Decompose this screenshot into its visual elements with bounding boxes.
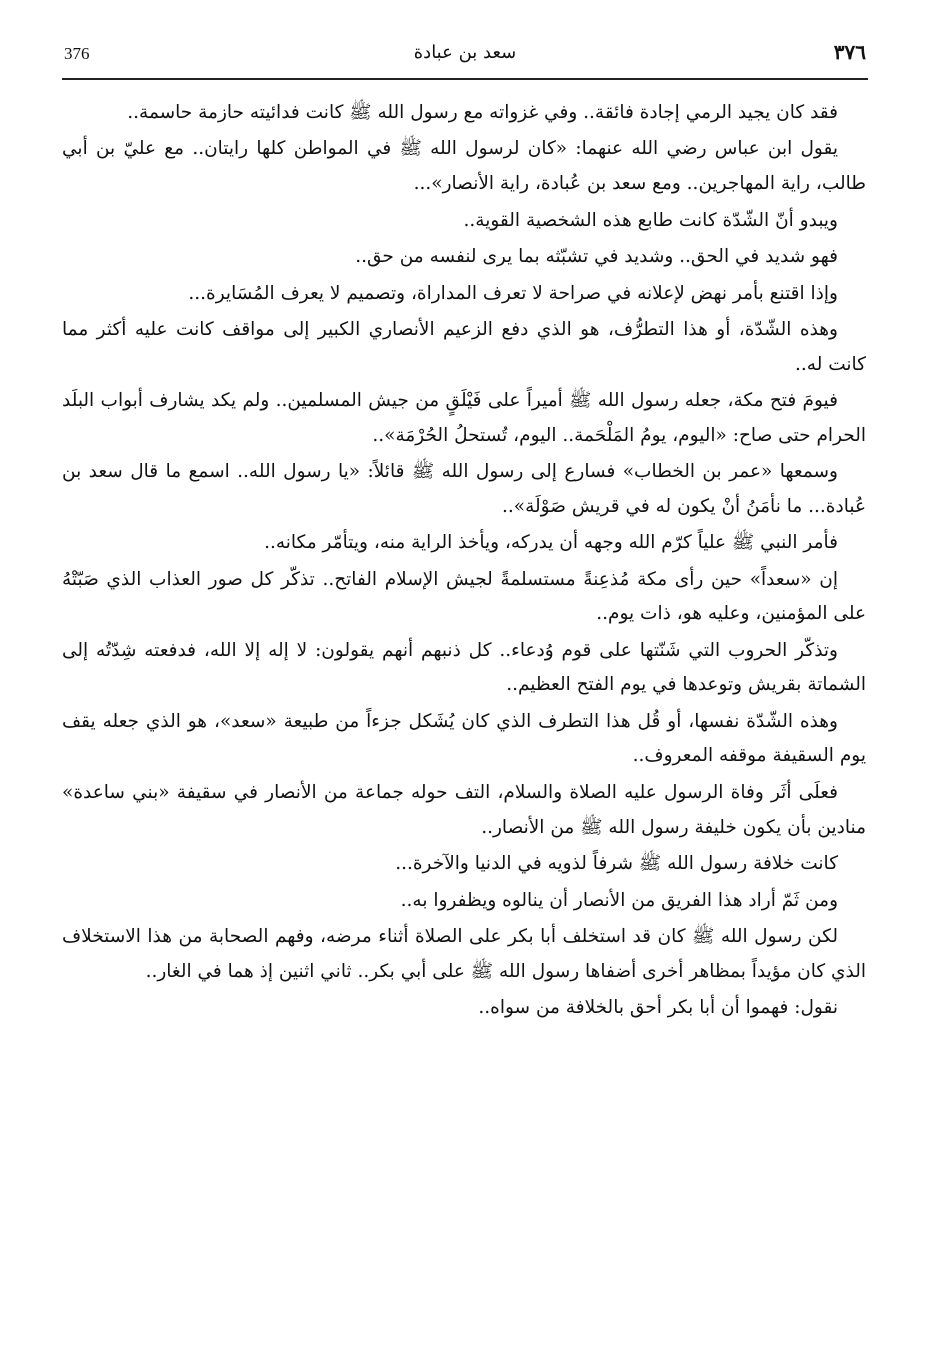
paragraph: كانت خلافة رسول الله ﷺ شرفاً لذويه في الدنيا والآخرة... (395, 853, 838, 875)
paragraph: فعلَى أثَر وفاة الرسول عليه الصلاة والسلام، التف حوله جماعة من الأنصار في سقيفة «بني ساعدة» منادين بأن يكون خليفة رسول الله ﷺ من الأنصار.. (62, 781, 866, 838)
paragraph: فيومَ فتح مكة، جعله رسول الله ﷺ أميراً على فَيْلَقٍ من جيش المسلمين.. ولم يكد يشارف أبواب البلَد الحرام حتى صاح: «اليوم، يومُ المَلْحَمة.. اليوم، تُستحلُ الحُرْمَة».. (62, 390, 866, 446)
running-title: سعد بن عبادة (413, 42, 517, 63)
paragraph: ويبدو أنّ الشّدّة كانت طابع هذه الشخصية القوية.. (463, 209, 838, 231)
header-rule (62, 78, 868, 80)
page-number-arabic: ٣٧٦ (833, 40, 866, 64)
paragraph: فأمر النبي ﷺ علياً كرّم الله وجهه أن يدركه، ويأخذ الراية منه، ويتأمّر مكانه.. (264, 532, 838, 554)
paragraph: وهذه الشّدّة نفسها، أو قُل هذا التطرف الذي كان يُشَكل جزءاً من طبيعة «سعد»، هو الذي جعله يقف يوم السقيفة موقفه المعروف.. (62, 710, 866, 767)
page-number-latin: 376 (64, 44, 90, 63)
paragraph: إن «سعداً» حين رأى مكة مُذعِنةً مستسلمةً لجيش الإسلام الفاتح.. تذكّر كل صور العذاب الذي صَبّتْهُ على المؤمنين، وعليه هو، ذات يوم.. (62, 568, 866, 625)
paragraph: وتذكّر الحروب التي شَنّتها على قوم وُدعاء.. كل ذنبهم أنهم يقولون: لا إله إلا الله، فدفعته شِدّتُه إلى الشماتة بقريش وتوعدها في يوم الفتح العظيم.. (62, 639, 866, 696)
paragraph: فقد كان يجيد الرمي إجادة فائقة.. وفي غزواته مع رسول الله ﷺ كانت فدائيته حازمة حاسمة.. (127, 102, 838, 123)
paragraph: لكن رسول الله ﷺ كان قد استخلف أبا بكر على الصلاة أثناء مرضه، وفهم الصحابة من هذا الاستخلاف الذي كان مؤيداً بمظاهر أخرى أضفاها رسول الله ﷺ على أبي بكر.. ثاني اثنين إذ هما في الغار.. (62, 926, 866, 982)
paragraph: وإذا اقتنع بأمر نهض لإعلانه في صراحة لا تعرف المداراة، وتصميم لا يعرف المُسَايرة... (188, 282, 838, 304)
paragraph: وهذه الشّدّة، أو هذا التطرُّف، هو الذي دفع الزعيم الأنصاري الكبير إلى مواقف كانت عليه أكثر مما كانت له.. (62, 319, 866, 375)
paragraph: ومن ثَمّ أراد هذا الفريق من الأنصار أن ينالوه ويظفروا به.. (400, 889, 838, 911)
paragraph: نقول: فهموا أن أبا بكر أحق بالخلافة من سواه.. (478, 997, 838, 1019)
paragraph: يقول ابن عباس رضي الله عنهما: «كان لرسول الله ﷺ في المواطن كلها رايتان.. مع عليّ بن أبي طالب، راية المهاجرين.. ومع سعد بن عُبادة، راية الأنصار»... (62, 138, 866, 195)
page-header (64, 40, 866, 80)
paragraph: وسمعها «عمر بن الخطاب» فسارع إلى رسول الله ﷺ قائلاً: «يا رسول الله.. اسمع ما قال سعد بن عُبادة... ما نأمَنُ أنْ يكون له في قريش صَوْلَة».. (62, 461, 866, 517)
paragraph: فهو شديد في الحق.. وشديد في تشبّثه بما يرى لنفسه من حق.. (355, 246, 838, 268)
page-body (62, 96, 866, 1322)
